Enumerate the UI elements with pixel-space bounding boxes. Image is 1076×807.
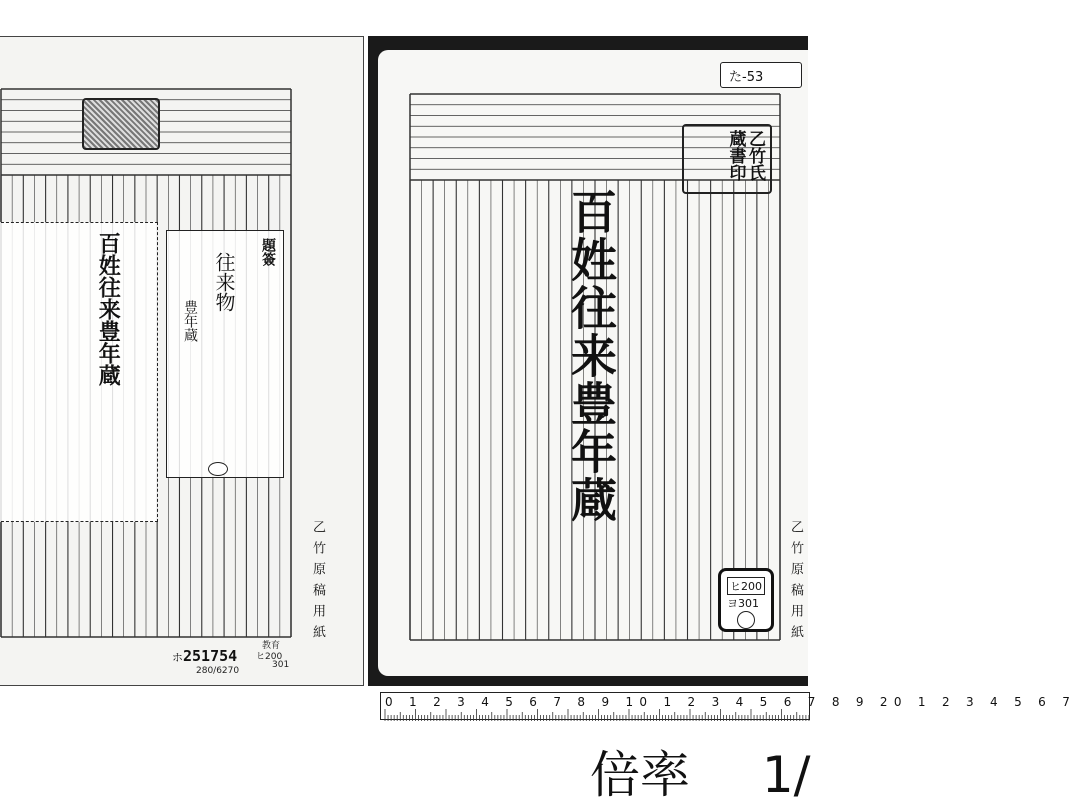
magnification-text: 倍率 (590, 746, 690, 804)
right-tag: た-53 (720, 62, 802, 88)
main-title: 百姓往来豊年蔵 (564, 188, 618, 524)
left-margin-text: 乙竹原稿用紙 (310, 520, 325, 646)
ruler-digits: 0 1 2 3 4 5 6 7 8 9 10 1 2 3 4 5 6 7 8 9 20 1 2 3 4 5 6 7 (385, 695, 1076, 709)
left-info-ornament (208, 462, 228, 476)
left-info-label: 題簽 (260, 238, 276, 266)
right-label-circle (737, 611, 755, 629)
magnification-value: 1/ (761, 746, 811, 804)
right-classification-label (718, 568, 774, 632)
left-side-code-2: 301 (272, 660, 290, 670)
left-top-stamp (82, 98, 160, 150)
left-info-line-2: 豊年蔵 (182, 300, 198, 342)
magnification-label (590, 735, 810, 807)
left-side-note: 教育 (262, 641, 281, 651)
right-label-line-1: ヒ200 (727, 577, 765, 595)
scale-ruler (380, 692, 1076, 720)
right-seal-text: 乙竹氏蔵書印 (725, 130, 765, 181)
left-side-code: ヒ200 (256, 652, 283, 662)
left-reference-number: ホ251754 (172, 647, 238, 665)
left-title-text: 百姓往来豊年蔵 (95, 232, 122, 386)
right-ownership-seal (682, 124, 772, 194)
left-small-note: 280/6270 (196, 666, 240, 676)
right-label-line-2: ヨ301 (727, 597, 759, 610)
left-info-line-1: 往来物 (212, 252, 236, 312)
left-title-label (0, 222, 158, 522)
right-margin-text: 乙竹原稿用紙 (788, 520, 803, 646)
